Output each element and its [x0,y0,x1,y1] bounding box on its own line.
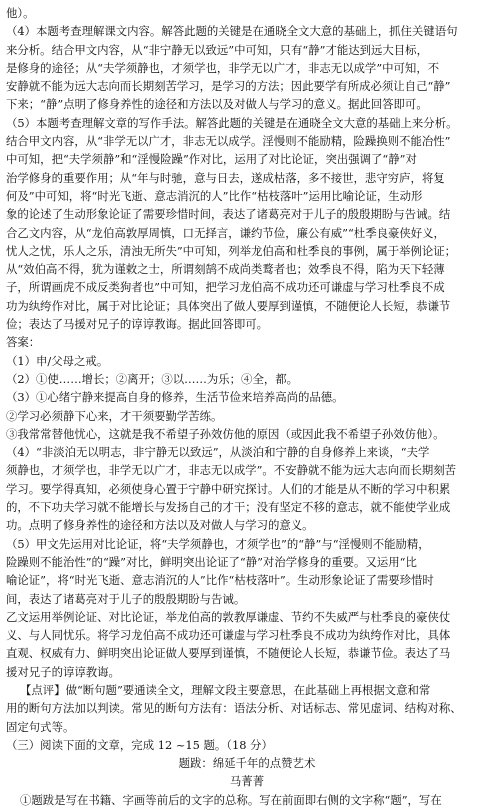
text-line: ②学习必须静下心来，才干须要勤学苦练。 [6,408,223,423]
text-line: 结合甲文内容，从“非学无以广才，非志无以成学。淫慢则不能励精，险躁换则不能冶性” [6,134,451,149]
text-line: ①题跋是写在书籍、字画等前后的文字的总称。写在前面即右侧的文字称“题”，写在 [20,792,442,807]
text-line: 中可知，把“夫学须静”和“淫慢险躁”作对比，运用了对比论证，突出强调了“静”对 [6,152,417,167]
text-line: 固定句式等。 [6,719,75,734]
text-line: 功。点明了修身养性的途径和方法以及对做人与学习的意义。 [6,518,314,533]
text-line: （3）①心绪宁静来提高自身的修养，生活节俭来培养高尚的品德。 [6,390,344,405]
article-author: 马菁菁 [229,774,265,789]
text-line: 何及”中可知，将“时光飞逝、意志消沉的人”比作“枯枝落叶”运用比喻论证，生动形 [6,188,423,203]
text-line: 是修身的途径；从“夫学须静也，才须学也，非学无以广才，非志无以成学”中可知，不 [6,60,440,75]
article-title: 题跋：绵延千年的点赞艺术 [178,756,316,771]
text-line: 的，不下功夫学习就不能增长与发扬自己的才干；没有坚定不移的意志，就不能使学业成 [6,500,451,515]
text-line: 义、与人同忧乐。将学习龙伯高不成功还可谦虚与学习杜季良不成功为纨绔作对比，具体 [6,628,451,643]
text-line: （5）本题考查理解文章的写作手法。解答此题的关键是在通晓全文大意的基础上来分析。 [6,115,458,130]
text-line: （2）①使……增长；②离开；③以……为乐；④全，都。 [6,371,299,386]
text-line: 他）。 [6,6,35,20]
text-line: 象的论述了生动形象论证了需要珍惜时间，表达了诸葛亮对于儿子的殷殷期盼与告诫。结 [6,207,451,222]
text-line: 俭；表达了马援对兄子的谆谆教诲。据此回答即可。 [6,317,268,332]
text-line: 忧人之忧，乐人之乐，清浊无所失”中可知，列举龙伯高和杜季良的事例，属于举例论证； [6,243,457,258]
comment-line: 【点评】做“断句题”要通读全文，理解文段主要意思，在此基础上再根据文意和常 [20,682,431,697]
text-line: 须静也，才须学也，非学无以广才，非志无以成学”。不安静就不能为远大志向而长期刻苦 [6,463,457,478]
text-line: （4）“非淡泊无以明志，非宁静无以致远”，从淡泊和宁静的自身修养上来谈，“夫学 [6,445,430,460]
section-heading: （三）阅读下面的文章，完成 12 ~15 题。（18 分） [6,737,273,752]
text-line: （5）甲文先运用对比论证，将“夫学须静也，才须学也”的“静”与“淫慢则不能励精， [6,536,430,551]
text-line: 从“效伯高不得，犹为谨敕之士，所谓刻鹄不成尚类鹜者也；效季良不得，陷为天下轻薄 [6,262,445,277]
text-line: ③我常常替他忧心，这就是我不希望子孙效仿他的原因（或因此我不希望子孙效仿他）。 [6,426,445,441]
text-line: 援对兄子的谆谆教诲。 [6,664,120,679]
text-line: 子，所谓画虎不成反类狗者也”中可知，把学习龙伯高不成功还可谦虚与学习杜季良不成 [6,280,445,295]
text-line: 喻论证”，将“时光飞逝、意志消沉的人”比作“枯枝落叶”。生动形象论证了需要珍惜时 [6,573,434,588]
text-line: 直观、权威有力、鲜明突出论证做人要厚到谨慎，不随便论人长短，恭谦节俭。表达了马 [6,646,451,661]
text-line: 下来；“静”点明了修身养性的途径和方法以及对做人与学习的意义。据此回答即可。 [6,97,428,112]
text-line: 治学修身的重要作用；从“年与时驰，意与日去，遂成枯落，多不接世，悲守穷庐，将复 [6,170,445,185]
answer-heading: 答案： [6,335,41,350]
text-line: 学习。要学得真知，必须使身心置于宁静中研究探讨。人们的才能是从不断的学习中积累 [6,481,451,496]
text-line: 来分析。结合甲文内容，从“非宁静无以致远”中可知，只有“静”才能达到远大目标， [6,42,428,57]
text-line: 用的断句方法加以判读。常见的断句方法有：语法分析、对话标志、常见虚词、结构对称、 [6,701,462,716]
text-line: 间，表达了诸葛亮对于儿子的殷殷期盼与告诫。 [6,591,246,606]
text-line: （4）本题考查理解课文内容。解答此题的关键是在通晓全文大意的基础上，抓住关键语句 [6,24,458,39]
text-line: （1）申/父母之戒。 [6,353,109,368]
text-line: 安静就不能为远大志向而长期刻苦学习，是学习的方法；因此要学有所成必须让自己“静” [6,79,451,94]
text-line: 功为纨绔作对比，属于对比论证；具体突出了做人要厚到谨慎，不随便论人长短，恭谦节 [6,298,451,313]
text-line: 险躁则不能治性”的“躁”对比，鲜明突出论证了“静”对治学修身的重要。又运用“比 [6,554,417,569]
text-line: 乙文运用举例论证、对比论证，举龙伯高的敦教厚谦虚、节约不失威严与杜季良的豪侠仗 [6,609,451,624]
text-line: 合乙文内容，从“龙伯高敦厚周慎，口无择言，谦约节俭，廉公有威”“杜季良豪侠好义， [6,225,445,240]
